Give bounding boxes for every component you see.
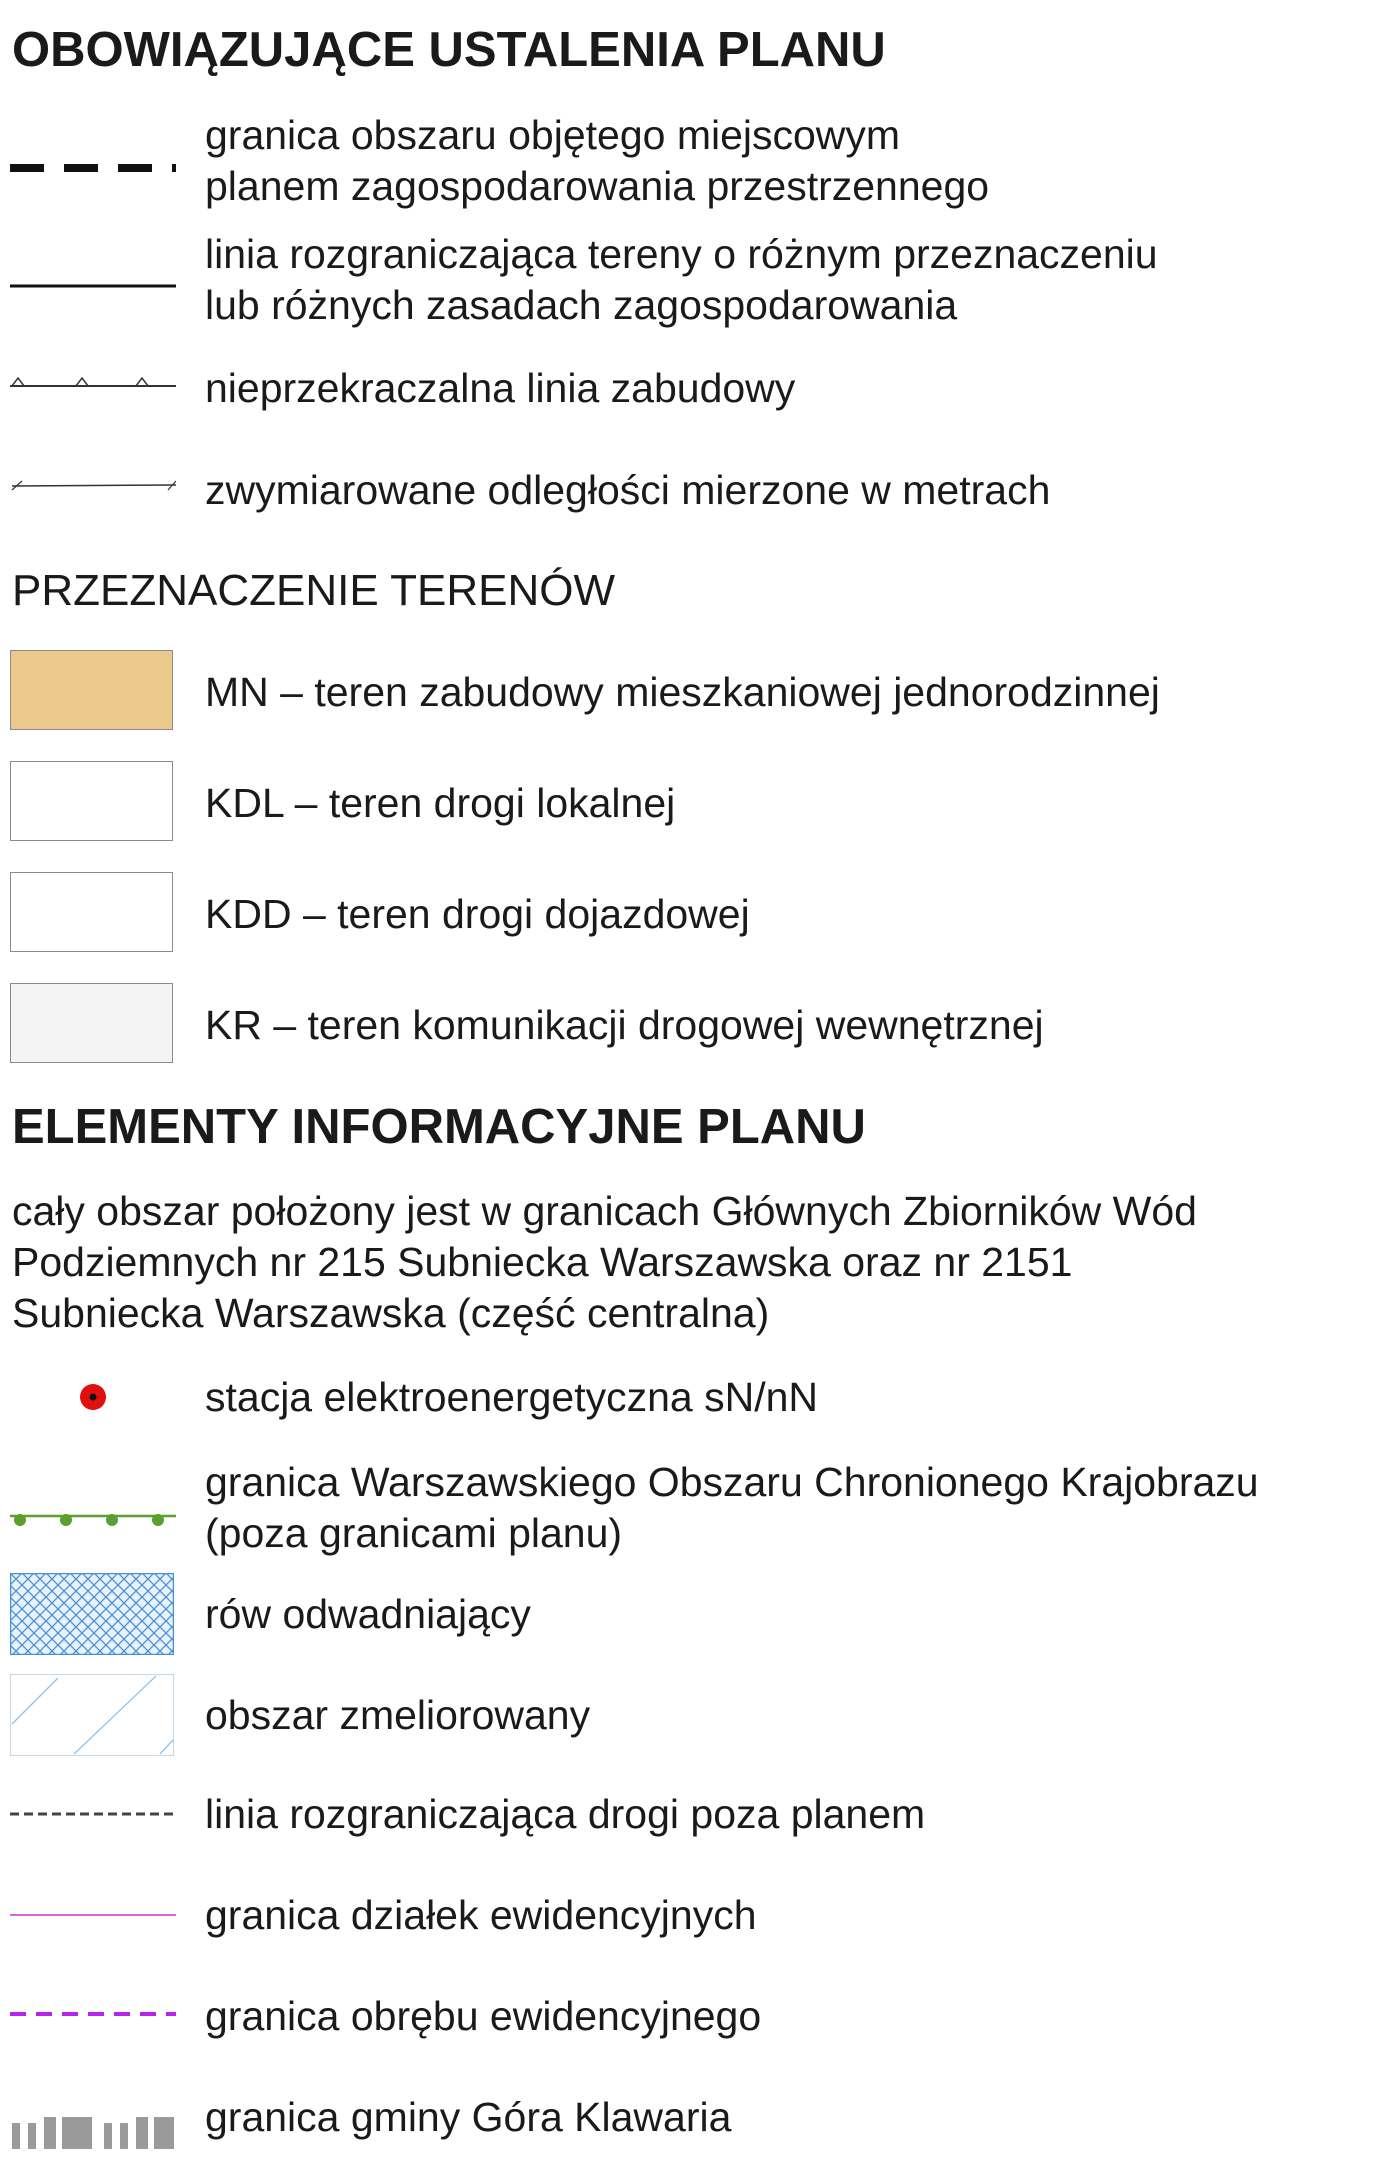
kdl-swatch (10, 761, 173, 841)
purple-dashed-line-icon (10, 2010, 176, 2018)
section-title-obowiazujace: OBOWIĄZUJĄCE USTALENIA PLANU (12, 23, 886, 77)
legend-label-dimensions: zwymiarowane odległości mierzone w metrach (205, 467, 1051, 513)
mn-swatch (10, 650, 173, 730)
info-paragraph-line-3: Subniecka Warszawska (część centralna) (12, 1290, 770, 1336)
legend-label-dividing-line-1: linia rozgraniczająca tereny o różnym przeznaczeniu (205, 231, 1158, 277)
legend-label-kr: KR – teren komunikacji drogowej wewnętrznej (205, 1002, 1044, 1048)
grey-block-line-icon (10, 2117, 176, 2151)
legend-label-kdd: KDD – teren drogi dojazdowej (205, 891, 750, 937)
green-dotted-line-icon (10, 1510, 176, 1530)
magenta-thin-line-icon (10, 1913, 176, 1917)
legend-label-road-outside: linia rozgraniczająca drogi poza planem (205, 1791, 926, 1837)
legend-label-kdl: KDL – teren drogi lokalnej (205, 780, 676, 826)
kr-swatch (10, 983, 173, 1063)
info-paragraph-line-1: cały obszar położony jest w granicach Głównych Zbiorników Wód (12, 1188, 1197, 1234)
legend-label-mn: MN – teren zabudowy mieszkaniowej jednorodzinnej (205, 669, 1160, 715)
legend-label-building-line: nieprzekraczalna linia zabudowy (205, 365, 796, 411)
legend-label-municipality: granica gminy Góra Klawaria (205, 2094, 732, 2140)
info-paragraph-line-2: Podziemnych nr 215 Subniecka Warszawska oraz nr 2151 (12, 1239, 1073, 1285)
dimension-line-icon (10, 478, 176, 492)
grey-dashed-line-icon (10, 1810, 176, 1818)
legend-label-precinct: granica obrębu ewidencyjnego (205, 1993, 762, 2039)
legend-label-plan-boundary-2: planem zagospodarowania przestrzennego (205, 163, 990, 209)
legend-label-plan-boundary-1: granica obszaru objętego miejscowym (205, 112, 901, 158)
kdd-swatch (10, 872, 173, 952)
legend-label-protected-landscape-2: (poza granicami planu) (205, 1510, 623, 1556)
legend-label-protected-landscape-1: granica Warszawskiego Obszaru Chronionego Krajobrazu (205, 1459, 1259, 1505)
red-dot-station-icon (78, 1382, 108, 1412)
legend-label-parcels: granica działek ewidencyjnych (205, 1892, 757, 1938)
section-title-przeznaczenie: PRZEZNACZENIE TERENÓW (12, 566, 616, 615)
solid-line-icon (10, 283, 176, 289)
triangle-marked-line-icon (10, 370, 176, 390)
dashed-bold-line-icon (10, 160, 176, 176)
legend-label-station: stacja elektroenergetyczna sN/nN (205, 1374, 819, 1420)
legend-label-dividing-line-2: lub różnych zasadach zagospodarowania (205, 282, 958, 328)
legend-label-meliorated-area: obszar zmeliorowany (205, 1692, 591, 1738)
section-title-elementy: ELEMENTY INFORMACYJNE PLANU (12, 1100, 866, 1154)
blue-crosshatch-icon (10, 1573, 174, 1655)
legend-label-drainage-ditch: rów odwadniający (205, 1591, 531, 1637)
light-blue-diagonal-icon (10, 1674, 174, 1756)
